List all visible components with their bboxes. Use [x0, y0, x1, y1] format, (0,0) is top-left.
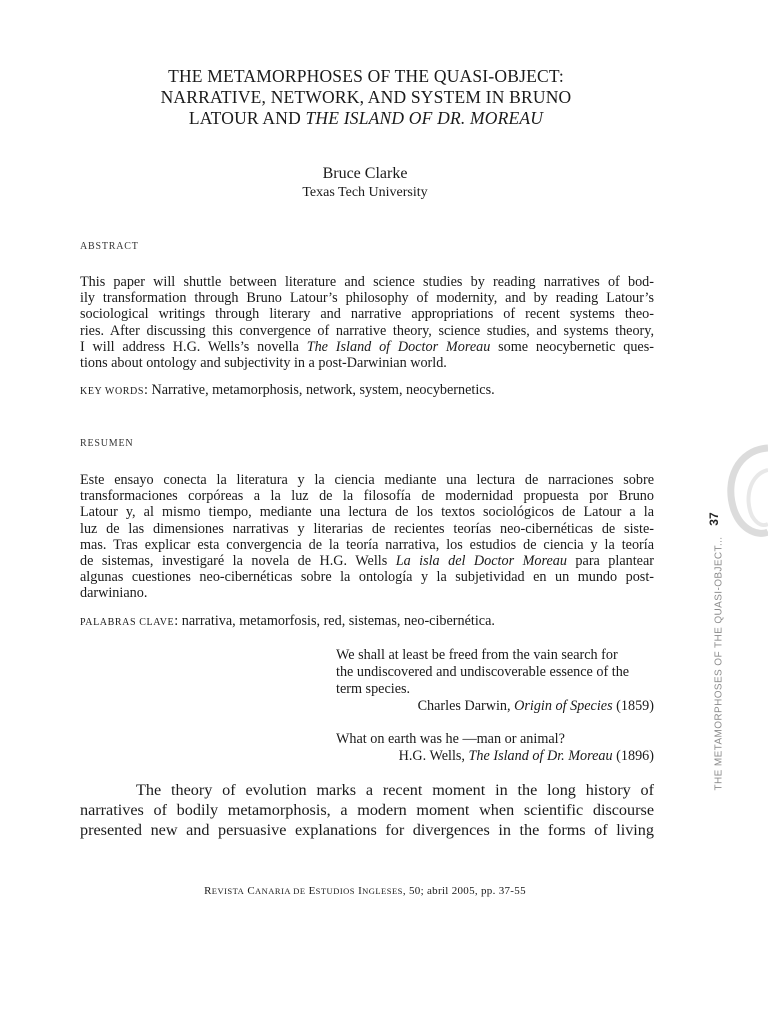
- abstract-novel-title: The Island of Doctor Moreau: [306, 338, 491, 355]
- attribution-author: Charles Darwin,: [417, 698, 515, 714]
- page-number: [706, 512, 722, 536]
- running-head: [712, 538, 726, 808]
- footer-text: EVISTA: [211, 886, 245, 896]
- title-line-3-prefix: LATOUR AND: [188, 108, 306, 128]
- abstract-line5-after: some neocybernetic ques-: [490, 338, 654, 355]
- footer-text: NGLESES: [362, 886, 403, 896]
- abstract-line: [80, 339, 654, 355]
- attribution-work: Origin of Species: [514, 698, 613, 714]
- epigraph-line: term species.: [336, 681, 411, 697]
- title-line-3-italic: THE ISLAND OF DR. MOREAU: [305, 108, 544, 128]
- body-line: The theory of evolution marks a recent moment in the long history of: [136, 781, 654, 799]
- paper-title: [120, 66, 612, 129]
- abstract-line: This paper will shuttle between literature and science studies by reading narratives of bod-: [80, 274, 654, 290]
- title-line-1: THE METAMORPHOSES OF THE QUASI-OBJECT:: [168, 66, 564, 86]
- running-head-text: THE METAMORPHOSES OF THE QUASI-OBJECT...: [713, 536, 725, 791]
- page-number-text: 37: [707, 512, 721, 526]
- attribution-year: (1859): [612, 698, 654, 714]
- title-line-3: [120, 108, 612, 129]
- abstract-keywords: [80, 382, 495, 399]
- resumen-label: RESUMEN: [80, 438, 134, 449]
- resumen-line: darwiniano.: [80, 585, 148, 602]
- resumen-line6-after: para plantear: [566, 553, 654, 570]
- footer-text: E: [308, 885, 316, 897]
- resumen-line: transformaciones corpóreas a la luz de la filosofía de modernidad propuesta por Bruno: [80, 488, 654, 505]
- abstract-label: ABSTRACT: [80, 241, 139, 252]
- footer-text: C: [247, 885, 255, 897]
- palabras-clave-list: : narrativa, metamorfosis, red, sistemas, neo-cibernética.: [174, 613, 495, 629]
- keywords-label: KEY WORDS: [80, 386, 145, 397]
- palabras-clave-label: PALABRAS CLAVE: [80, 617, 175, 628]
- epigraph-attribution: [336, 698, 654, 715]
- abstract-line: ily transformation through Bruno Latour’s philosophy of modernity, and by reading Latour’s: [80, 290, 654, 307]
- footer-text: STUDIOS: [315, 886, 356, 896]
- footer-citation: , 50; abril 2005, pp. 37-55: [402, 885, 526, 897]
- keywords-list: : Narrative, metamorphosis, network, system, neocybernetics.: [144, 382, 495, 398]
- resumen-line6-before: de sistemas, investigaré la novela de H.G. Wells: [80, 553, 396, 570]
- resumen-line: luz de las dimensiones narrativas y literarias de recientes teorías neo-cibernéticas de siste-: [80, 520, 654, 537]
- footer-text: ANARIA DE: [255, 886, 306, 896]
- epigraph-darwin: [336, 647, 654, 715]
- abstract-line: tions about ontology and subjectivity in a post-Darwinian world.: [80, 355, 447, 372]
- abstract-line: ries. After discussing this convergence of narrative theory, science studies, and systems theory,: [80, 322, 654, 339]
- footer-text: I: [358, 885, 363, 897]
- resumen-line: Latour y, al mismo tiempo, mediante una lectura de los textos sociológicos de Latour a la: [80, 504, 654, 521]
- resumen-keywords: [80, 613, 495, 630]
- epigraph-attribution: [336, 748, 654, 765]
- epigraph-line: What on earth was he —man or animal?: [336, 731, 565, 747]
- body-line: presented new and persuasive explanations for divergences in the forms of living: [80, 821, 654, 839]
- resumen-text: [80, 472, 654, 602]
- resumen-line: Este ensayo conecta la literatura y la ciencia mediante una lectura de narraciones sobre: [80, 472, 654, 488]
- abstract-line: sociological writings through literary and narrative appropriations of recent systems theo-: [80, 306, 654, 323]
- attribution-work: The Island of Dr. Moreau: [468, 748, 613, 764]
- footer-text: R: [204, 885, 212, 897]
- epigraph-line: We shall at least be freed from the vain search for: [336, 647, 618, 663]
- body-line: narratives of bodily metamorphosis, a modern moment when scientific discourse: [80, 801, 654, 819]
- abstract-text: [80, 274, 654, 371]
- epigraph-line: the undiscovered and undiscoverable essence of the: [336, 664, 630, 680]
- attribution-year: (1896): [612, 748, 654, 764]
- journal-footer: [150, 885, 580, 897]
- author-name: Bruce Clarke: [322, 165, 408, 182]
- resumen-line: algunas cuestiones neo-cibernéticas sobre la ontología y la subjetividad en un mundo post-: [80, 569, 654, 586]
- attribution-author: H.G. Wells,: [398, 748, 469, 764]
- author-affiliation: Texas Tech University: [302, 185, 428, 200]
- resumen-novel-title: La isla del Doctor Moreau: [395, 553, 567, 570]
- abstract-line5-before: I will address H.G. Wells’s novella: [80, 338, 307, 355]
- resumen-line: mas. Tras explicar esta convergencia de la teoría narrativa, los estudios de ciencia y la teoría: [80, 536, 654, 553]
- epigraph-wells: [336, 731, 654, 765]
- resumen-line: [80, 553, 654, 569]
- title-line-2: NARRATIVE, NETWORK, AND SYSTEM IN BRUNO: [160, 87, 572, 107]
- body-paragraph: [80, 780, 654, 840]
